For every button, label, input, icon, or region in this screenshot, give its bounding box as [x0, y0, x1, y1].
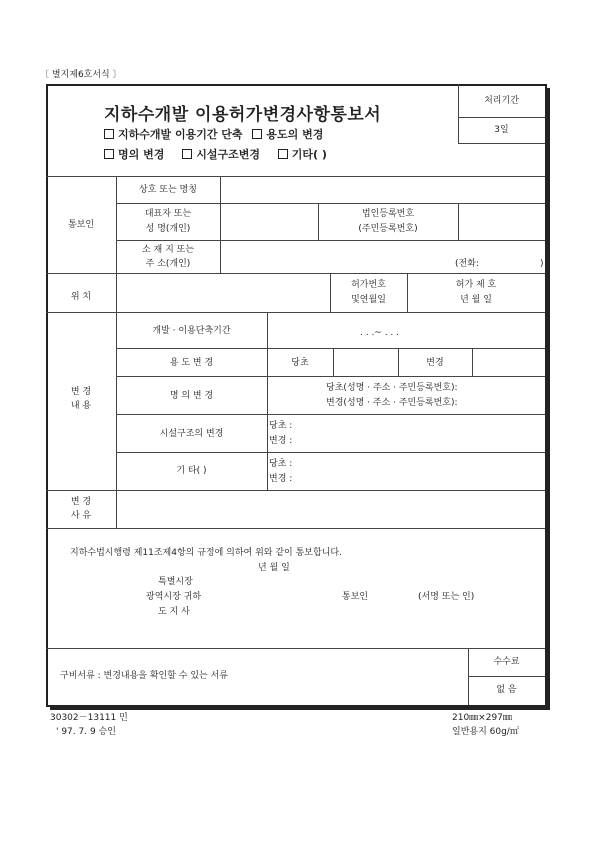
reason-label-2: 사 유 — [70, 511, 92, 521]
permit-value-1: 허가 제 호 — [455, 280, 497, 290]
changes-section-label-2: 내 용 — [70, 401, 92, 411]
row-line-name — [116, 376, 545, 377]
checkbox-icon — [104, 129, 114, 139]
col-line-usage-3 — [472, 348, 473, 376]
processing-period-value: 3일 — [494, 125, 509, 135]
col-line-changes-label — [267, 312, 268, 490]
signature-label: (서명 또는 인) — [418, 592, 475, 602]
frame-shadow-right — [547, 88, 550, 708]
company-name-label: 상호 또는 명칭 — [139, 185, 197, 195]
statement-notifier-label: 통보인 — [342, 592, 369, 602]
check-line-2: 명의 변경 시설구조변경 기타( ) — [104, 148, 327, 162]
row-line-changes-top — [46, 312, 545, 313]
processing-box-bottom — [458, 143, 545, 144]
period-label: 개발 · 이용단축기간 — [152, 326, 231, 336]
usage-before: 당초 — [291, 358, 309, 368]
corp-reg-label-1: 법인등록번호 — [361, 209, 415, 219]
row-line-rep — [116, 240, 545, 241]
representative-label-1: 대표자 또는 — [144, 209, 192, 219]
recipient-1: 특별시장 — [158, 577, 193, 587]
checkbox-icon — [104, 149, 114, 159]
company-name-field[interactable] — [221, 180, 544, 200]
structure-after: 변경 : — [269, 436, 293, 446]
name-change-label: 명 의 변 경 — [169, 391, 214, 401]
statement-date: 년 월 일 — [258, 563, 290, 573]
processing-period-label: 처리기간 — [484, 96, 519, 106]
row-line-reason-bottom — [46, 528, 545, 529]
reason-label-1: 변 경 — [70, 497, 92, 507]
form-label: 〔 별지제6호서식 〕 — [40, 70, 122, 80]
col-line-reason — [116, 490, 117, 528]
frame-top — [46, 84, 545, 86]
row-line-reason-top — [46, 490, 545, 491]
period-value: . . .~ . . . — [360, 328, 400, 338]
row-line-usage — [116, 348, 545, 349]
row-line-fee-mid — [468, 676, 545, 677]
other-after: 변경 : — [269, 474, 293, 484]
structure-label: 시설구조의 변경 — [159, 429, 224, 439]
row-line-other — [116, 452, 545, 453]
col-line-section — [116, 176, 117, 312]
checkbox-icon — [252, 129, 262, 139]
col-line-corp-reg-right — [458, 203, 459, 240]
row-line-attachments-top — [46, 648, 545, 649]
col-line-usage-1 — [333, 348, 334, 376]
footer-code: 30302－13111 민 — [50, 713, 128, 723]
footer-approval: ' 97. 7. 9 승인 — [56, 727, 116, 737]
address-label-1: 소 재 지 또는 — [141, 245, 195, 255]
usage-after: 변경 — [426, 358, 444, 368]
attachments-text: 구비서류 : 변경내용을 확인할 수 있는 서류 — [60, 671, 228, 681]
other-label: 기 타( ) — [176, 466, 207, 476]
fee-label: 수수료 — [493, 657, 520, 667]
notifier-section-label: 통보인 — [67, 220, 95, 230]
check-line-1: 지하수개발 이용기간 단축 용도의 변경 — [104, 128, 323, 142]
recipient-3: 도 지 사 — [158, 607, 190, 617]
structure-before: 당초 : — [269, 421, 293, 431]
permit-value-2: 년 월 일 — [460, 295, 492, 305]
row-line-location-top — [46, 273, 545, 274]
name-before: 당초(성명 · 주소 · 주민등록번호): — [326, 383, 458, 393]
row-line-company — [116, 203, 545, 204]
footer-paper: 일반용지 60g/㎡ — [452, 727, 519, 737]
location-label: 위 치 — [70, 292, 92, 302]
phone-close: ) — [540, 259, 544, 269]
address-label-2: 주 소(개인) — [145, 259, 191, 269]
statement-text: 지하수법시행령 제11조제4항의 규정에 의하여 위와 같이 통보합니다. — [70, 548, 342, 558]
name-after: 변경(성명 · 주소 · 주민등록번호): — [326, 398, 458, 408]
representative-label-2: 성 명(개인) — [145, 224, 191, 234]
frame-shadow-bottom — [50, 707, 550, 710]
usage-label: 용 도 변 경 — [169, 358, 214, 368]
footer-size: 210㎜×297㎜ — [452, 713, 512, 723]
row-line-structure — [116, 414, 545, 415]
permit-no-label-1: 허가번호 — [351, 280, 386, 290]
changes-section-label-1: 변 경 — [70, 387, 92, 397]
col-line-permit-left — [330, 273, 331, 312]
other-before: 당초 : — [269, 459, 293, 469]
processing-box-mid — [458, 117, 545, 118]
recipient-2: 광역시장 귀하 — [146, 592, 202, 602]
corp-reg-label-2: (주민등록번호) — [358, 224, 418, 234]
phone-label: (전화: — [455, 259, 479, 269]
form-title: 지하수개발 이용허가변경사항통보서 — [104, 105, 382, 125]
permit-no-label-2: 및연월일 — [351, 295, 386, 305]
col-line-permit-right — [407, 273, 408, 312]
row-line-notifier-top — [46, 176, 545, 177]
checkbox-icon — [182, 149, 192, 159]
checkbox-icon — [278, 149, 288, 159]
fee-value: 없 음 — [496, 685, 517, 695]
